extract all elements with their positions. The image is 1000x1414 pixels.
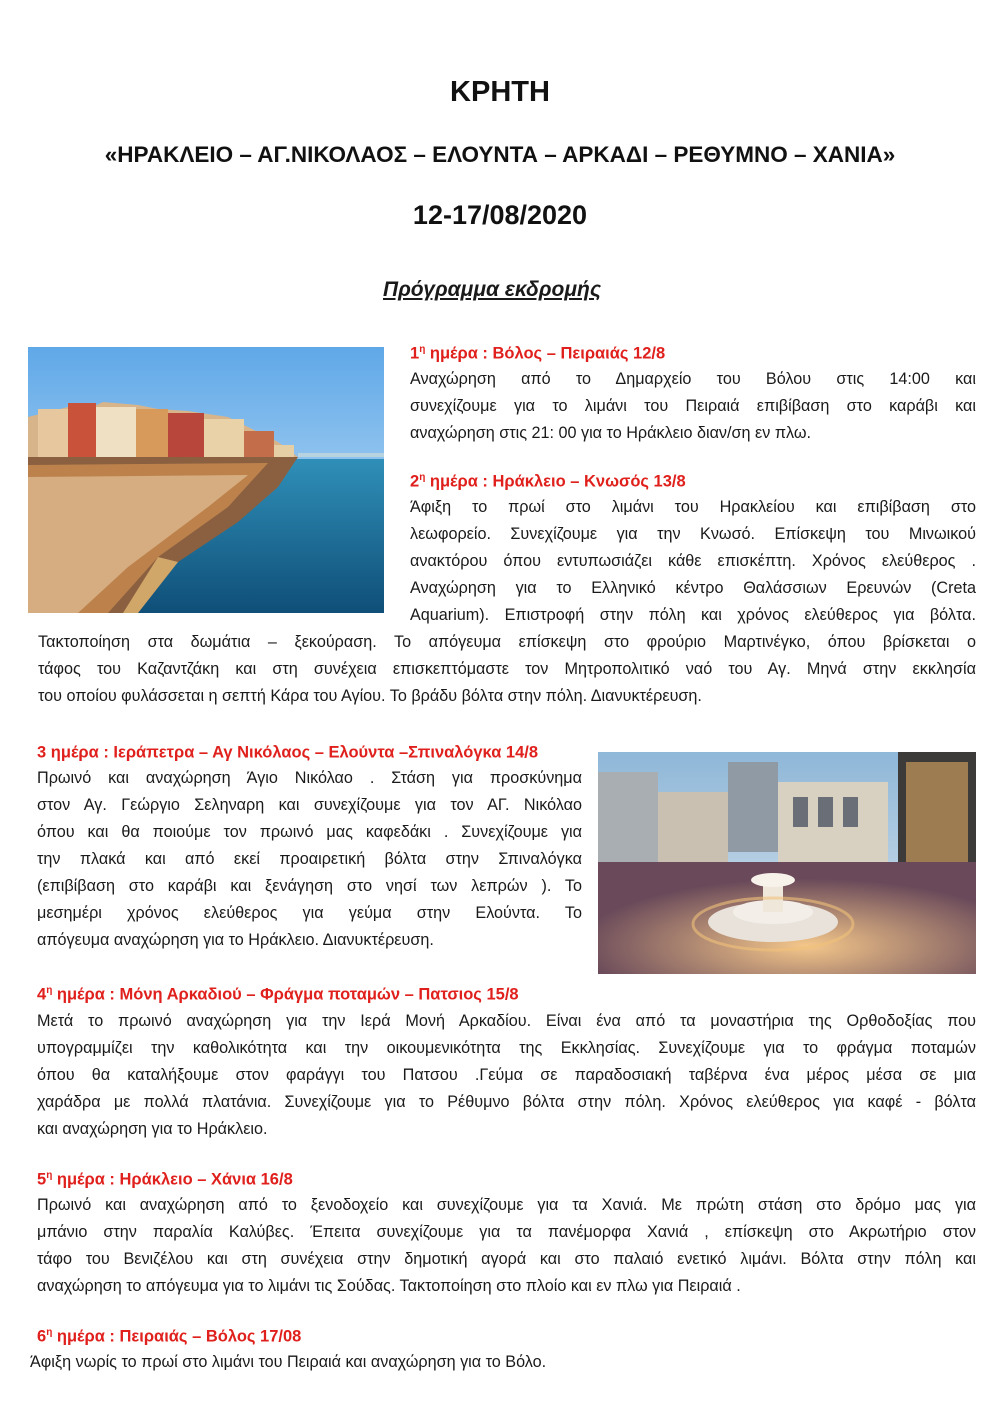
program-subtitle: Πρόγραμμα εκδρομής xyxy=(383,278,601,301)
day-6-heading: $6^\eta$ ημέρα : Πειραιάς – Βόλος 17/08 xyxy=(37,1327,302,1346)
day-6-line: Άφιξη νωρίς το πρωί στο λιμάνι του Πειραιά και αναχώρηση για το Βόλο. xyxy=(30,1353,547,1371)
day-1-line: Αναχώρηση από το Δημαρχείο του Βόλου στις 14:00 και xyxy=(410,370,976,388)
day-1-heading: $1^\eta$ ημέρα : Βόλος – Πειραιάς 12/8 xyxy=(410,344,666,363)
day-3-line: την πλακά και από εκεί προαιρετική βόλτα στην Σπιναλόγκα xyxy=(37,850,582,868)
dates-heading: 12-17/08/2020 xyxy=(412,200,588,230)
document-title: ΚΡΗΤΗ xyxy=(450,76,550,108)
day-1-line: συνεχίζουμε για το λιμάνι του Πειραιά επιβίβαση στο καράβι και xyxy=(410,397,976,415)
day-3-line: όπου και θα ποιούμε τον πρωινό μας καφεδάκι . Συνεχίζουμε για xyxy=(37,823,582,841)
day-4-line: Μετά το πρωινό αναχώρηση για την Ιερά Μονή Αρκαδίου. Είναι ένα από τα μοναστήρια της Ορθοδοξίας που xyxy=(37,1012,976,1030)
day-4-description xyxy=(37,1008,976,1143)
day-2-line: ανακτόρου όπου εντυπωσιάζει κάθε επισκέπτη. Χρόνος ελεύθερος . xyxy=(410,552,976,570)
day-2-line: τάφος του Καζαντζάκη και στη συνέχεια επισκεπτόμαστε τον Μητροπολιτικό ναό του Αγ. Μηνά στην εκκλησία xyxy=(38,660,976,678)
harbour-photo xyxy=(28,347,384,613)
day-3-line: απόγευμα αναχώρηση για το Ηράκλειο. Διανυκτέρευση. xyxy=(37,931,434,949)
day-5-line: τάφο του Βενιζέλου και στη συνέχεια στην δημοτική αγορά και στο παλαιό ενετικό λιμάνι. Βόλτα στην πόλη και xyxy=(37,1250,976,1268)
day-5-line: Πρωινό και αναχώρηση από το ξενοδοχείο και συνεχίζουμε για τα Χανιά. Με πρώτη στάση στο δρόμο μας για xyxy=(37,1196,976,1214)
route-heading: «ΗΡΑΚΛΕΙΟ – ΑΓ.ΝΙΚΟΛΑΟΣ – ΕΛΟΥΝΤΑ – ΑΡΚΑΔΙ – ΡΕΘΥΜΝΟ – ΧΑΝΙΑ» xyxy=(104,142,896,167)
day-5-line: αναχώρηση το απόγευμα για το λιμάνι τις Σούδας. Τακτοποίηση στο πλοίο και εν πλω για Πειραιά . xyxy=(37,1277,741,1295)
day-5-heading: $5^\eta$ ημέρα : Ηράκλειο – Χάνια 16/8 xyxy=(37,1170,293,1189)
day-5-line: μπάνιο στην παραλία Καλύβες. Έπειτα συνεχίζουμε για τα πανέμορφα Χανιά , επίσκεψη στο Ακρωτήριο στον xyxy=(37,1223,976,1241)
day-3-line: στον Αγ. Γεώργιο Σεληναρη και συνεχίζουμε για τον ΑΓ. Νικόλαο xyxy=(37,796,582,814)
day-1-line: αναχώρηση στις 21: 00 για το Ηράκλειο διαν/ση εν πλω. xyxy=(410,424,811,442)
day-6-description xyxy=(30,1349,976,1376)
day-2-description-continued xyxy=(38,629,976,710)
day-2-line: του οποίου φυλάσσεται η σεπτή Κάρα του Αγίου. Το βράδυ βόλτα στην πόλη. Διανυκτέρευση. xyxy=(38,687,702,705)
day-2-line: Άφιξη το πρωί στο λιμάνι του Ηρακλείου και επιβίβαση στο xyxy=(410,498,976,516)
day-4-line: χαράδρα με πολλά πλατάνια. Συνεχίζουμε για το Ρέθυμνο βόλτα στην πόλη. Χρόνος ελεύθερος για καφέ - βόλτα xyxy=(37,1093,976,1111)
day-3-description xyxy=(37,765,582,954)
harbour-photo-illustration xyxy=(28,347,384,613)
day-4-heading: $4^\eta$ ημέρα : Μόνη Αρκαδιού – Φράγμα ποταμών – Πατσιος 15/8 xyxy=(37,985,519,1004)
day-2-description xyxy=(410,494,976,629)
day-3-line: μεσημέρι χρόνος ελεύθερος για γεύμα στην Ελούντα. Το xyxy=(37,904,582,922)
day-4-line: όπου θα καταλήξουμε στον φαράγγι του Πατσου .Γεύμα σε παραδοσιακή ταβέρνα ένα μέρος μέσα σε μια xyxy=(37,1066,976,1084)
day-4-line: και αναχώρηση για το Ηράκλειο. xyxy=(37,1120,268,1138)
day-2-line: λεωφορείο. Συνεχίζουμε για την Κνωσό. Επίσκεψη του Μινωικού xyxy=(410,525,976,543)
day-2-heading: $2^\eta$ ημέρα : Ηράκλειο – Κνωσός 13/8 xyxy=(410,472,686,491)
fountain-square-illustration xyxy=(598,752,976,974)
day-3-line: Πρωινό και αναχώρηση Άγιο Νικόλαο . Στάση για προσκύνημα xyxy=(37,769,582,787)
day-2-line: Αναχώρηση για το Ελληνικό κέντρο Θαλάσσιων Ερευνών (Creta xyxy=(410,579,976,597)
day-3-line: (επιβίβαση στο καράβι και ξενάγηση στο νησί των λεπρών ). Το xyxy=(37,877,582,895)
day-2-line: Τακτοποίηση στα δωμάτια – ξεκούραση. Το απόγευμα επίσκεψη στο φρούριο Μαρτινέγκο, όπου βρίσκεται ο xyxy=(38,633,976,651)
day-4-line: υπογραμμίζει την καθολικότητα και την οικουμενικότητα της Εκκλησίας. Συνεχίζουμε για το φράγμα ποταμών xyxy=(37,1039,976,1057)
day-2-line: Aquarium). Επιστροφή στην πόλη και χρόνος ελεύθερος για βόλτα. xyxy=(410,606,976,624)
day-3-heading: 3 ημέρα : Ιεράπετρα – Αγ Νικόλαος – Ελούντα –Σπιναλόγκα 14/8 xyxy=(37,743,539,762)
fountain-square-photo xyxy=(598,752,976,974)
day-1-description xyxy=(410,366,976,447)
day-5-description xyxy=(37,1192,976,1300)
